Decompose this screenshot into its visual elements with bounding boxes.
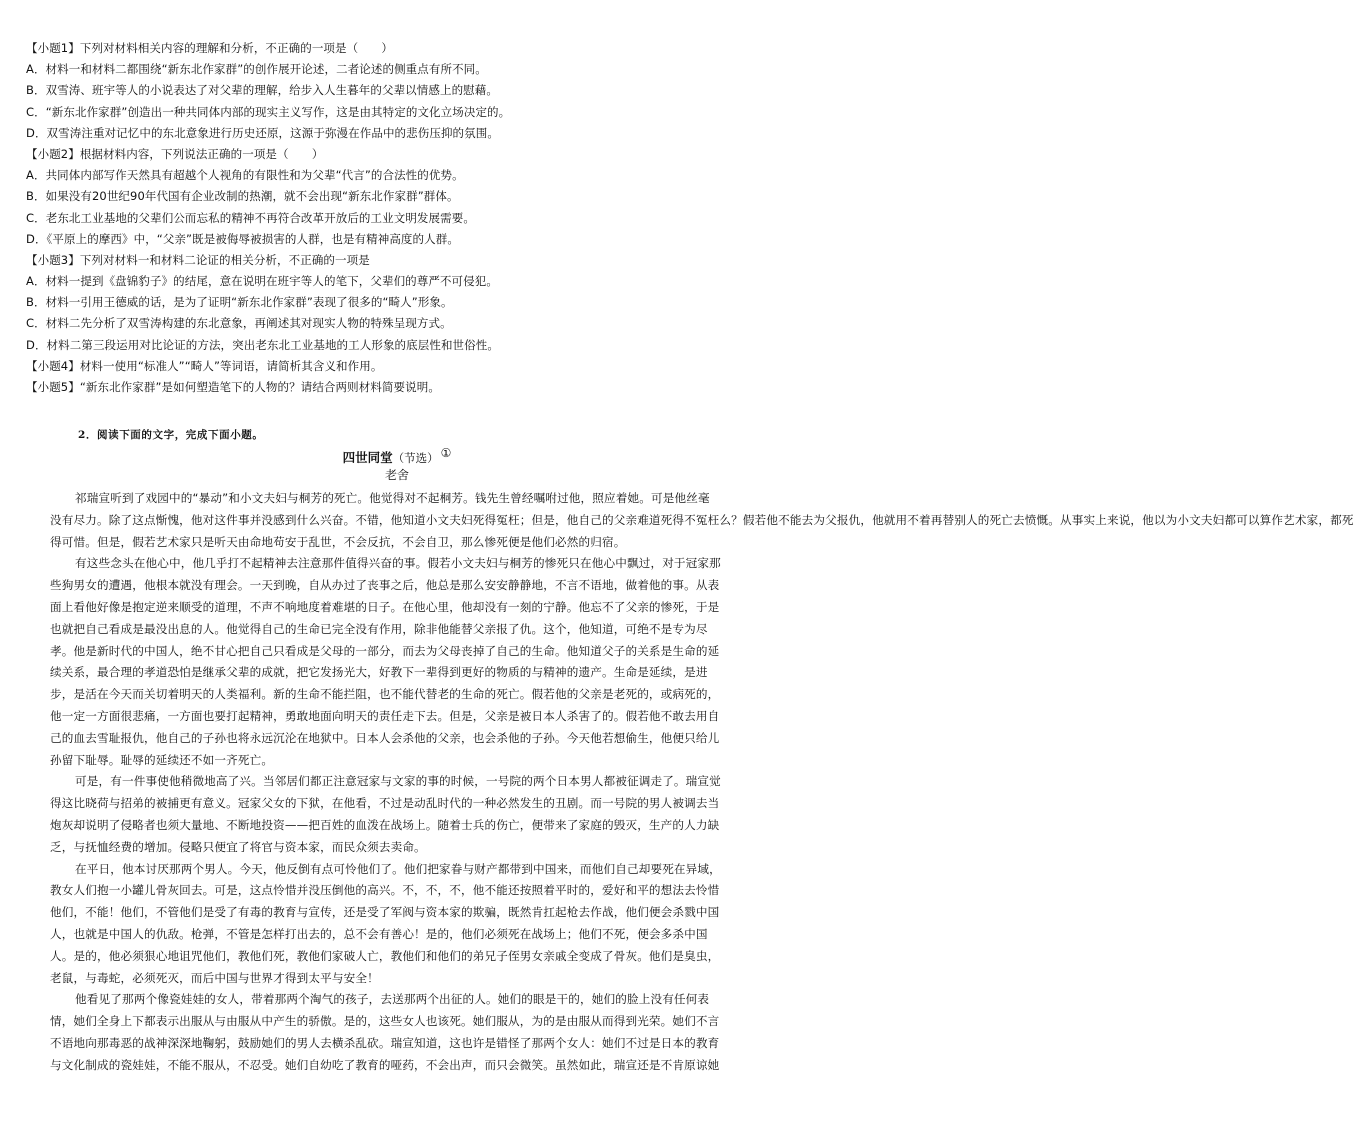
question-line: B．双雪涛、班宇等人的小说表达了对父辈的理解，给步入人生暮年的父辈以情感上的慰藉。 [26, 83, 498, 98]
question-line: 【小题3】下列对材料一和材料二论证的相关分析，不正确的一项是 [26, 252, 370, 267]
passage-line: 得这比晓荷与招弟的被捕更有意义。冠家父女的下狱，在他看，不过是动乱时代的一种必然发生的丑剧。而一号院的男人被调去当 [50, 796, 720, 811]
passage-title-row [0, 444, 794, 467]
question-line: 【小题4】材料一使用“标准人”“畸人”等词语，请简析其含义和作用。 [26, 358, 383, 373]
question-line: 【小题1】下列对材料相关内容的理解和分析，不正确的一项是（ ） [26, 41, 394, 55]
question-line: B．如果没有20世纪90年代国有企业改制的热潮，就不会出现“新东北作家群”群体。 [26, 189, 459, 204]
passage-line: 不语地向那毒恶的战神深深地鞠躬，鼓励她们的男人去横杀乱砍。瑞宣知道，这也许是错怪了那两个女人：她们不过是日本的教育 [50, 1035, 720, 1050]
question-line: D．双雪涛注重对记忆中的东北意象进行历史还原，这源于弥漫在作品中的悲伤压抑的氛围。 [26, 125, 499, 140]
passage-line: 有这些念头在他心中，他几乎打不起精神去注意那件值得兴奋的事。假若小文夫妇与桐芳的惨死只在他心中飘过，对于冠家那 [75, 556, 721, 571]
question-line: A．材料一和材料二都围绕“新东北作家群”的创作展开论述，二者论述的侧重点有所不同。 [26, 62, 487, 77]
passage-line: 教女人们抱一小罐儿骨灰回去。可是，这点怜惜并没压倒他的高兴。不，不，不，他不能还按照着平时的，爱好和平的想法去怜惜 [50, 883, 720, 898]
passage-line: 人。是的，他必须狠心地诅咒他们，教他们死，教他们家破人亡，教他们和他们的弟兄子侄男女亲戚全变成了骨灰。他们是臭虫， [50, 948, 720, 963]
question-line: A．共同体内部写作天然具有超越个人视角的有限性和为父辈“代言”的合法性的优势。 [26, 168, 464, 183]
question-line: B．材料一引用王德威的话，是为了证明“新东北作家群”表现了很多的“畸人”形象。 [26, 295, 453, 310]
passage-line: 孙留下耻辱。耻辱的延续还不如一齐死亡。 [50, 752, 274, 767]
question-list [26, 38, 768, 398]
passage-line: 他看见了那两个像瓷娃娃的女人，带着那两个淘气的孩子，去送那两个出征的人。她们的眼是干的，她们的脸上没有任何表 [75, 992, 710, 1007]
passage-line: 炮灰却说明了侵略者也须大量地、不断地投资——把百姓的血泼在战场上。随着士兵的伤亡，便带来了家庭的毁灭，生产的人力缺 [50, 817, 720, 832]
question-line: C．“新东北作家群”创造出一种共同体内部的现实主义写作，这是由其特定的文化立场决定的。 [26, 104, 511, 119]
passage-line: 些狗男女的遭遇，他根本就没有理会。一天到晚，自从办过了丧事之后，他总是那么安安静静地，不言不语地，做着他的事。从表 [50, 578, 720, 593]
passage-line: 在平日，他本讨厌那两个男人。今天，他反倒有点可怜他们了。他们把家眷与财产都带到中国来，而他们自己却要死在异域， [75, 861, 721, 876]
passage-line: 面上看他好像是抱定逆来顺受的道理，不声不响地度着难堪的日子。在他心里，他却没有一刻的宁静。他忘不了父亲的惨死，于是 [50, 599, 720, 614]
passage-line: 可是，有一件事使他稍微地高了兴。当邻居们都正注意冠家与文家的事的时候，一号院的两个日本男人都被征调走了。瑞宣觉 [75, 774, 721, 789]
question-line: 【小题5】“新东北作家群”是如何塑造笔下的人物的？请结合两则材料简要说明。 [26, 380, 440, 394]
passage-line: 孝。他是新时代的中国人，绝不甘心把自己只看成是父母的一部分，而去为父母丧掉了自己的生命。他知道父子的关系是生命的延 [50, 643, 720, 658]
question-line: 【小题2】根据材料内容，下列说法正确的一项是（ ） [26, 146, 324, 161]
passage-line: 他一定一方面很悲痛，一方面也要打起精神，勇敢地面向明天的责任走下去。但是，父亲是被日本人杀害了的。假若他不敢去用自 [50, 708, 720, 723]
passage-body [50, 488, 1354, 1077]
passage-line: 得可惜。但是，假若艺术家只是听天由命地苟安于乱世，不会反抗，不会自卫，那么惨死便是他们必然的归宿。 [50, 534, 626, 549]
section-heading: 2．阅读下面的文字，完成下面小题。 [78, 429, 264, 441]
passage-line: 人，也就是中国人的仇敌。枪弹，不管是怎样打出去的，总不会有善心！是的，他们必须死在战场上；他们不死，便会多杀中国 [50, 926, 708, 941]
passage-line: 也就把自己看成是最没出息的人。他觉得自己的生命已完全没有作用，除非他能替父亲报了仇。这个，他知道，可绝不是专为尽 [50, 621, 708, 636]
question-line: C．材料二先分析了双雪涛构建的东北意象，再阐述其对现实人物的特殊呈现方式。 [26, 316, 452, 331]
passage-line: 他们，不能！他们，不管他们是受了有毒的教育与宣传，还是受了军阀与资本家的欺骗，既然肯扛起枪去作战，他们便会杀戮中国 [50, 905, 720, 920]
passage-line: 续关系，最合理的孝道恐怕是继承父辈的成就，把它发扬光大，好教下一辈得到更好的物质的与精神的遗产。生命是延续，是进 [50, 665, 708, 680]
passage-title-note: （节选） [392, 451, 439, 465]
passage-line: 祁瑞宣听到了戏园中的“暴动”和小文夫妇与桐芳的死亡。他觉得对不起桐芳。钱先生曾经嘱咐过他，照应着她。可是他丝毫 [75, 491, 710, 505]
footnote-marker: ① [440, 446, 452, 460]
question-line: C．老东北工业基地的父辈们公而忘私的精神不再符合改革开放后的工业文明发展需要。 [26, 210, 475, 225]
passage-line: 老鼠，与毒蛇，必须死灭，而后中国与世界才得到太平与安全！ [50, 970, 379, 985]
passage-line: 情，她们全身上下都表示出服从与由服从中产生的骄傲。是的，这些女人也该死。她们服从，为的是由服从而得到光荣。她们不言 [50, 1014, 720, 1029]
passage-line: 没有尽力。除了这点惭愧，他对这件事并没感到什么兴奋。不错，他知道小文夫妇死得冤枉；但是，他自己的父亲难道死得不冤枉么？假若他不能去为父报仇，他就用不着再替别人的死亡去愤慨。从事实上来说，他以为小文夫妇都可以算作艺术家，都死 [50, 512, 1354, 527]
passage-line: 乏，与抚恤经费的增加。侵略只便宜了将官与资本家，而民众须去卖命。 [50, 839, 426, 854]
passage-line: 己的血去雪耻报仇，他自己的子孙也将永远沉沦在地狱中。日本人会杀他的父亲，也会杀他的子孙。今天他若想偷生，他便只给儿 [50, 730, 720, 745]
passage-line: 与文化制成的瓷娃娃，不能不服从，不忍受。她们自幼吃了教育的哑药，不会出声，而只会微笑。虽然如此，瑞宣还是不肯原谅她 [50, 1057, 720, 1072]
passage-line: 步，是活在今天而关切着明天的人类福利。新的生命不能拦阻，也不能代替老的生命的死亡。假若他的父亲是老死的，或病死的， [50, 687, 720, 702]
question-line: D．《平原上的摩西》中，“父亲”既是被侮辱被损害的人群，也是有精神高度的人群。 [26, 231, 459, 246]
passage-title: 四世同堂 [342, 450, 393, 465]
question-line: A．材料一提到《盘锦豹子》的结尾，意在说明在班宇等人的笔下，父辈们的尊严不可侵犯。 [26, 274, 498, 289]
passage-author: 老舍 [384, 468, 409, 482]
question-line: D．材料二第三段运用对比论证的方法，突出老东北工业基地的工人形象的底层性和世俗性。 [26, 337, 499, 352]
